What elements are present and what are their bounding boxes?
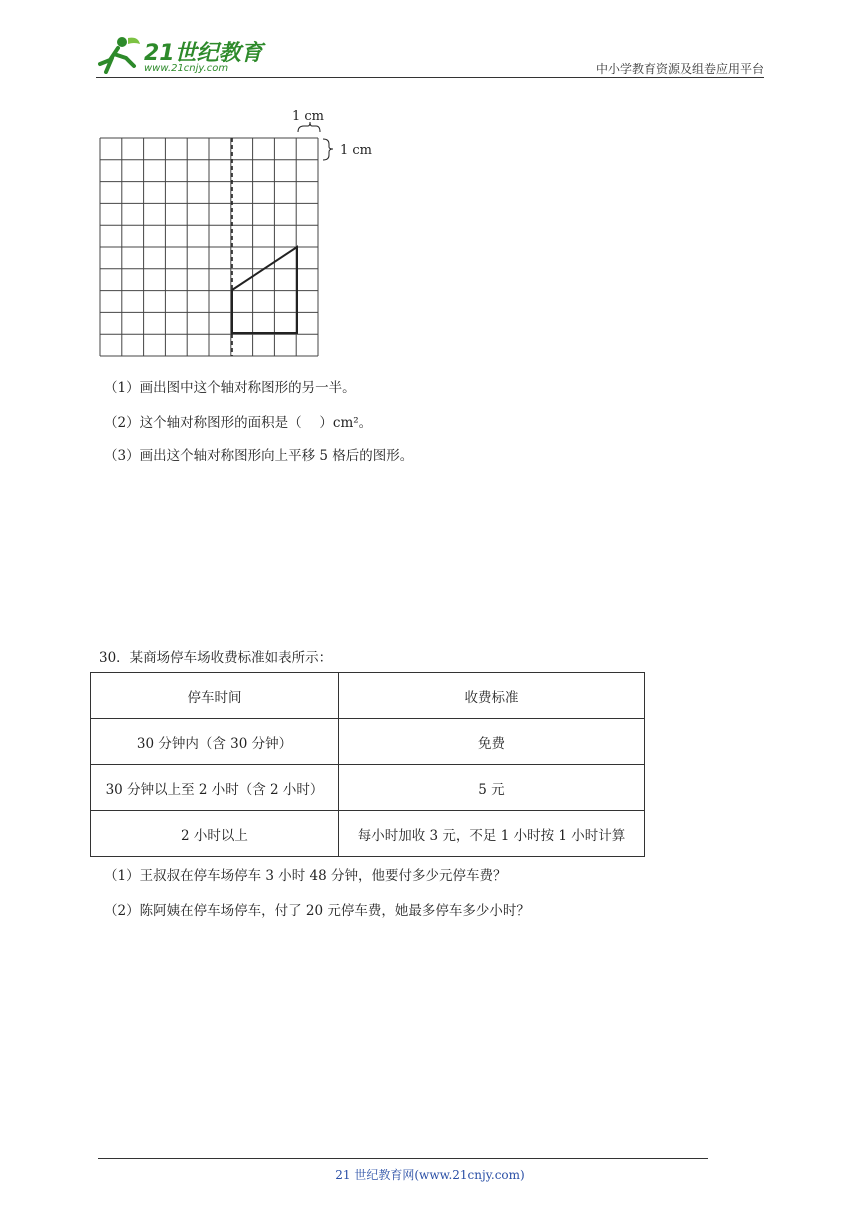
table-row: [91, 719, 645, 765]
logo-text: 21世纪教育: [144, 41, 263, 66]
table-header-cell: 停车时间: [91, 673, 339, 719]
table-cell: 30 分钟内（含 30 分钟）: [91, 719, 339, 765]
site-slogan: 中小学教育资源及组卷应用平台: [595, 62, 764, 76]
site-logo: [94, 34, 264, 78]
footer-divider: [98, 1158, 708, 1159]
q29-part2: （2）这个轴对称图形的面积是（ ）cm²。: [104, 415, 373, 431]
header-divider: [96, 77, 764, 78]
footer-text: 21 世纪教育网(www.21cnjy.com): [335, 1168, 525, 1182]
q30-part2: （2）陈阿姨在停车场停车，付了 20 元停车费，她最多停车多少小时？: [104, 903, 530, 919]
table-header-cell: 收费标准: [339, 673, 645, 719]
q30-title: 30．某商场停车场收费标准如表所示：: [99, 650, 333, 666]
table-cell: 5 元: [339, 765, 645, 811]
table-cell: 每小时加收 3 元，不足 1 小时按 1 小时计算: [339, 811, 645, 857]
table-row: [91, 811, 645, 857]
parking-fee-table: [90, 672, 645, 857]
half-figure-triangle: [232, 247, 297, 333]
grid-lines: [100, 138, 318, 356]
logo-url: www.21cnjy.com: [144, 63, 229, 74]
table-cell: 免费: [339, 719, 645, 765]
table-cell: 30 分钟以上至 2 小时（含 2 小时）: [91, 765, 339, 811]
q29-part3: （3）画出这个轴对称图形向上平移 5 格后的图形。: [104, 448, 414, 464]
horizontal-scale-label: 1 cm: [292, 109, 325, 124]
table-header-row: [91, 673, 645, 719]
grid-figure: [96, 104, 386, 360]
runner-icon: [94, 34, 144, 74]
table-row: [91, 765, 645, 811]
q30-part1: （1）王叔叔在停车场停车 3 小时 48 分钟，他要付多少元停车费？: [104, 868, 507, 884]
vertical-scale-bracket: [323, 139, 333, 160]
vertical-scale-label: 1 cm: [340, 143, 373, 158]
q29-part1: （1）画出图中这个轴对称图形的另一半。: [104, 380, 356, 396]
table-cell: 2 小时以上: [91, 811, 339, 857]
